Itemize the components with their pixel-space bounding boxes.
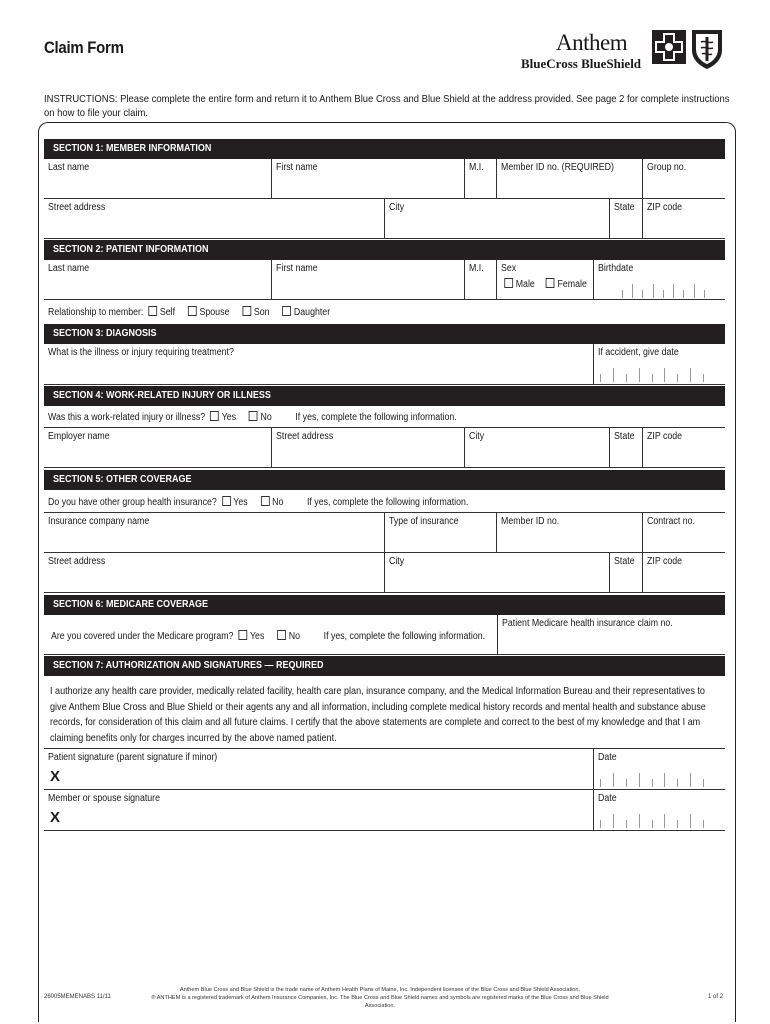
accident-date-ticks	[600, 368, 716, 382]
insurance-company-field[interactable]: Insurance company name	[44, 513, 385, 553]
employer-street-field[interactable]: Street address	[272, 428, 465, 468]
accident-date-field[interactable]: If accident, give date	[594, 344, 725, 385]
member-id-field[interactable]: Member ID no. (REQUIRED)	[497, 159, 643, 199]
medicare-no-checkbox[interactable]	[277, 630, 286, 640]
legal-line-2: ® ANTHEM is a registered trademark of Anthem Insurance Companies, Inc. The Blue Cross and Blue Shield names and symbols are registered marks of the Blue Cross and Blue Shield Association.	[151, 995, 609, 1009]
medicare-yes-checkbox[interactable]	[239, 630, 248, 640]
section-2-header: SECTION 2: PATIENT INFORMATION	[44, 240, 725, 260]
insurer-state-field[interactable]: State	[610, 553, 643, 593]
group-no-field[interactable]: Group no.	[643, 159, 725, 199]
patient-sign-mark: X	[50, 768, 61, 785]
member-mi-field[interactable]: M.I.	[465, 159, 497, 199]
member-street-field[interactable]: Street address	[44, 199, 385, 239]
divider	[44, 654, 498, 655]
birthdate-field[interactable]: Birthdate	[594, 260, 725, 300]
coverage-yes-checkbox[interactable]	[222, 496, 231, 506]
authorization-text: I authorize any health care provider, medically related facility, health care plan, insurance company, and the Medical Information Bureau and their representatives to give Anthem Blue Cross and Blue Shield or their agents any and all information, including complete medical history records and mental health and substance abuse records, for consideration of this claim and all future claims. I certify that the above statements are complete and correct to the best of my knowledge and that I am claiming benefits only for charges incurred by the above named patient.	[50, 686, 706, 744]
daughter-checkbox[interactable]	[282, 306, 291, 316]
female-label: Female	[557, 279, 587, 290]
coverage-no-checkbox[interactable]	[261, 496, 270, 506]
contract-no-field[interactable]: Contract no.	[643, 513, 725, 553]
relationship-row: Relationship to member: Self Spouse Son Daughter	[48, 307, 331, 318]
male-label: Male	[515, 279, 535, 290]
other-member-id-field[interactable]: Member ID no.	[497, 513, 643, 553]
employer-name-field[interactable]: Employer name	[44, 428, 272, 468]
legal-footer	[150, 986, 610, 1010]
work-no-checkbox[interactable]	[249, 411, 258, 421]
date-ticks	[600, 814, 716, 828]
medicare-claim-no-field[interactable]: Patient Medicare health insurance claim no.	[497, 615, 725, 655]
section-1-header: SECTION 1: MEMBER INFORMATION	[44, 139, 725, 159]
member-signature-field[interactable]: Member or spouse signature	[44, 790, 594, 831]
brand-name: Anthem	[556, 30, 628, 55]
page-number: 1 of 2	[708, 994, 724, 1000]
patient-first-name-field[interactable]: First name	[272, 260, 465, 300]
page-title: Claim Form	[44, 38, 124, 57]
employer-zip-field[interactable]: ZIP code	[643, 428, 725, 468]
self-checkbox[interactable]	[148, 306, 157, 316]
patient-signature-field[interactable]: Patient signature (parent signature if minor)	[44, 749, 594, 790]
member-last-name-field[interactable]: Last name	[44, 159, 272, 199]
medicare-question-row: Are you covered under the Medicare program? Yes No If yes, complete the following information.	[51, 631, 486, 642]
member-signature-date-field[interactable]: Date	[594, 790, 725, 831]
patient-sex-field: Sex Male Female	[497, 260, 594, 300]
section-7-header: SECTION 7: AUTHORIZATION AND SIGNATURES — REQUIRED	[44, 656, 725, 676]
section-5-header: SECTION 5: OTHER COVERAGE	[44, 470, 725, 490]
patient-mi-field[interactable]: M.I.	[465, 260, 497, 300]
member-first-name-field[interactable]: First name	[272, 159, 465, 199]
blue-shield-icon	[690, 28, 724, 70]
patient-last-name-field[interactable]: Last name	[44, 260, 272, 300]
section-3-header: SECTION 3: DIAGNOSIS	[44, 324, 725, 344]
employer-state-field[interactable]: State	[610, 428, 643, 468]
work-related-question-row: Was this a work-related injury or illness? Yes No If yes, complete the following information.	[48, 412, 457, 423]
brand-sub: BlueCross BlueShield	[521, 56, 642, 71]
date-ticks	[600, 773, 716, 787]
form-code: 26005MEMENABS 11/11	[44, 994, 111, 1000]
insurer-city-field[interactable]: City	[385, 553, 610, 593]
anthem-logo	[518, 26, 728, 74]
member-zip-field[interactable]: ZIP code	[643, 199, 725, 239]
instructions: INSTRUCTIONS: Please complete the entire form and return it to Anthem Blue Cross and Blue Shield at the address provided. See page 2 for complete instructions on how to file your claim.	[44, 93, 730, 119]
member-city-field[interactable]: City	[385, 199, 610, 239]
legal-line-1: Anthem Blue Cross and Blue Shield is the trade name of Anthem Health Plans of Maine, Inc. Independent licensee of the Blue Cross and Blue Shield Association.	[179, 987, 581, 993]
other-coverage-question-row: Do you have other group health insurance? Yes No If yes, complete the following information.	[48, 497, 469, 508]
section-4-header: SECTION 4: WORK-RELATED INJURY OR ILLNESS	[44, 386, 725, 406]
insurer-zip-field[interactable]: ZIP code	[643, 553, 725, 593]
diagnosis-field[interactable]: What is the illness or injury requiring treatment?	[44, 344, 594, 385]
male-checkbox[interactable]	[504, 278, 513, 288]
member-sign-mark: X	[50, 809, 61, 826]
blue-cross-icon	[652, 30, 686, 68]
member-state-field[interactable]: State	[610, 199, 643, 239]
insurer-street-field[interactable]: Street address	[44, 553, 385, 593]
spouse-checkbox[interactable]	[188, 306, 197, 316]
birthdate-ticks	[622, 284, 714, 298]
female-checkbox[interactable]	[546, 278, 555, 288]
insurance-type-field[interactable]: Type of insurance	[385, 513, 497, 553]
section-6-header: SECTION 6: MEDICARE COVERAGE	[44, 595, 725, 615]
employer-city-field[interactable]: City	[465, 428, 610, 468]
work-yes-checkbox[interactable]	[210, 411, 219, 421]
son-checkbox[interactable]	[242, 306, 251, 316]
patient-signature-date-field[interactable]: Date	[594, 749, 725, 790]
